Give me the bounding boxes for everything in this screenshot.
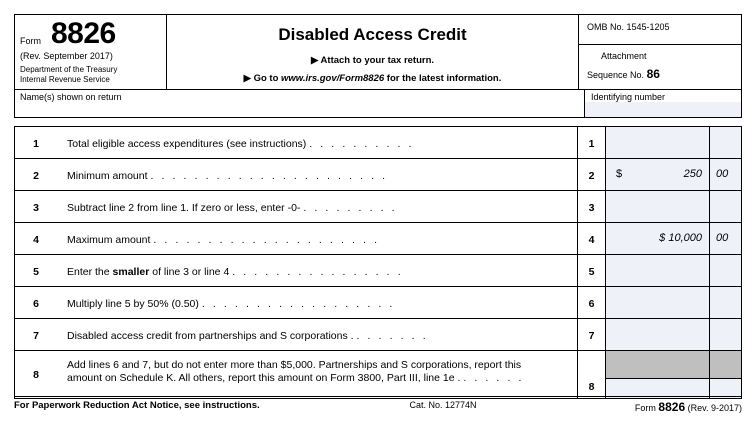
form-number: 8826 <box>51 17 116 50</box>
line-ref: 3 <box>577 191 605 222</box>
name-field[interactable] <box>15 90 585 117</box>
leader-dots: . . . . . . . . . <box>303 202 398 214</box>
header-omb-block <box>579 15 741 89</box>
table-row <box>15 319 741 351</box>
header-form-identity <box>15 15 167 89</box>
amount-input[interactable] <box>605 191 709 222</box>
cents-input <box>709 159 741 190</box>
line-number: 5 <box>33 266 39 278</box>
leader-dots: . . . . . . . . . . . . . . . . <box>232 266 404 278</box>
line-description <box>57 127 577 158</box>
footer-form-id <box>572 400 742 414</box>
line-ref: 6 <box>577 287 605 318</box>
department-block <box>20 65 117 84</box>
footer-revision: (Rev. 9-2017) <box>687 403 742 413</box>
footer-form-word: Form <box>634 403 656 413</box>
table-row <box>15 255 741 287</box>
line-description <box>57 351 577 398</box>
department-line-2: Internal Revenue Service <box>20 74 110 84</box>
identifying-number-input[interactable] <box>585 102 741 117</box>
line-description-text: Minimum amount <box>67 170 148 182</box>
form-word-label: Form <box>20 36 41 46</box>
sequence-label <box>587 67 660 81</box>
table-row <box>15 127 741 159</box>
shaded-block <box>606 351 709 379</box>
line-number: 2 <box>33 170 39 182</box>
cents-value: 00 <box>716 232 729 244</box>
header-title-block <box>167 15 579 89</box>
form-lines-table <box>14 126 742 399</box>
dollar-sign: $ <box>616 168 623 180</box>
amount-input <box>605 159 709 190</box>
line-number: 3 <box>33 202 39 214</box>
divider <box>579 44 741 45</box>
sequence-number: 86 <box>646 67 660 81</box>
cents-value: 00 <box>716 168 729 180</box>
line-ref: 4 <box>577 223 605 254</box>
goto-suffix: for the latest information. <box>384 73 502 84</box>
line-description <box>57 319 577 350</box>
line-description-text-2: amount on Schedule K. All others, report this amount on Form 3800, Part III, line 1e . <box>67 372 461 384</box>
table-row <box>15 191 741 223</box>
name-label: Name(s) shown on return <box>20 92 122 102</box>
line-description-text: Subtract line 2 from line 1. If zero or less, enter -0- <box>67 202 301 214</box>
amount-value: 250 <box>683 168 702 180</box>
identifying-number-label: Identifying number <box>591 92 666 102</box>
goto-note <box>167 73 578 84</box>
cents-input <box>709 223 741 254</box>
line-number: 1 <box>33 138 39 150</box>
sequence-label-text: Sequence No. <box>587 70 645 80</box>
cents-input[interactable] <box>709 287 741 318</box>
table-row <box>15 159 741 191</box>
line-description-text-1: Add lines 6 and 7, but do not enter more than $5,000. Partnerships and S corporations, report this <box>67 359 522 371</box>
amount-input[interactable] <box>605 287 709 318</box>
form-revision: (Rev. September 2017) <box>20 51 113 61</box>
line-description-text: Multiply line 5 by 50% (0.50) <box>67 298 199 310</box>
table-row <box>15 287 741 319</box>
omb-number: OMB No. 1545-1205 <box>587 22 670 32</box>
amount-value: $ 10,000 <box>659 232 702 244</box>
cents-input[interactable] <box>709 191 741 222</box>
leader-dots: . . . . . . . . . . <box>309 138 415 150</box>
goto-prefix: ▶ Go to <box>243 73 282 84</box>
line-ref: 1 <box>577 127 605 158</box>
line-description <box>57 191 577 222</box>
footer-divider <box>14 396 742 397</box>
line-number: 4 <box>33 234 39 246</box>
line-number: 6 <box>33 298 39 310</box>
amount-input[interactable] <box>605 351 709 398</box>
line-description <box>57 159 577 190</box>
leader-dots: . . . . . . <box>463 372 525 384</box>
line-ref: 2 <box>577 159 605 190</box>
amount-input[interactable] <box>605 255 709 286</box>
line-number: 7 <box>33 330 39 342</box>
cents-input[interactable] <box>709 255 741 286</box>
leader-dots: . . . . . . . . . . . . . . . . . . . . . <box>153 234 380 246</box>
line-description: Enter the smaller of line 3 or line 4 . . . . . . . . . . . . . . . . <box>67 266 404 278</box>
line-description-text: Maximum amount <box>67 234 151 246</box>
line-description-text: Disabled access credit from partnerships and S corporations . <box>67 330 354 342</box>
cents-input[interactable] <box>709 351 741 398</box>
cents-input[interactable] <box>709 319 741 350</box>
cents-input[interactable] <box>709 127 741 158</box>
department-line-1: Department of the Treasury <box>20 65 118 74</box>
table-row <box>15 223 741 255</box>
footer-form-number: 8826 <box>658 400 686 414</box>
form-header <box>14 14 742 89</box>
amount-input[interactable] <box>605 127 709 158</box>
line-description <box>57 287 577 318</box>
amount-input <box>605 223 709 254</box>
name-identifier-row <box>14 89 742 118</box>
line-ref: 5 <box>577 255 605 286</box>
table-row <box>15 351 741 399</box>
form-footer <box>14 400 742 420</box>
line-description <box>57 223 577 254</box>
attachment-label: Attachment <box>601 51 647 61</box>
attach-note: ▶ Attach to your tax return. <box>310 55 435 66</box>
leader-dots: . . . . . . . . . . . . . . . . . . . . . . <box>150 170 388 182</box>
page-title: Disabled Access Credit <box>278 25 467 44</box>
catalog-number: Cat. No. 12774N <box>409 400 477 410</box>
leader-dots: . . . . . . . <box>356 330 429 342</box>
line-ref: 8 <box>577 351 605 398</box>
identifying-number-field[interactable] <box>585 90 741 117</box>
line-description-text: Total eligible access expenditures (see instructions) <box>67 138 307 150</box>
amount-input[interactable] <box>605 319 709 350</box>
line-ref: 7 <box>577 319 605 350</box>
leader-dots: . . . . . . . . . . . . . . . . . . <box>201 298 395 310</box>
shaded-block <box>710 351 741 379</box>
paperwork-notice: For Paperwork Reduction Act Notice, see instructions. <box>14 400 260 411</box>
goto-url: www.irs.gov/Form8826 <box>281 73 385 84</box>
line-number: 8 <box>33 369 39 381</box>
